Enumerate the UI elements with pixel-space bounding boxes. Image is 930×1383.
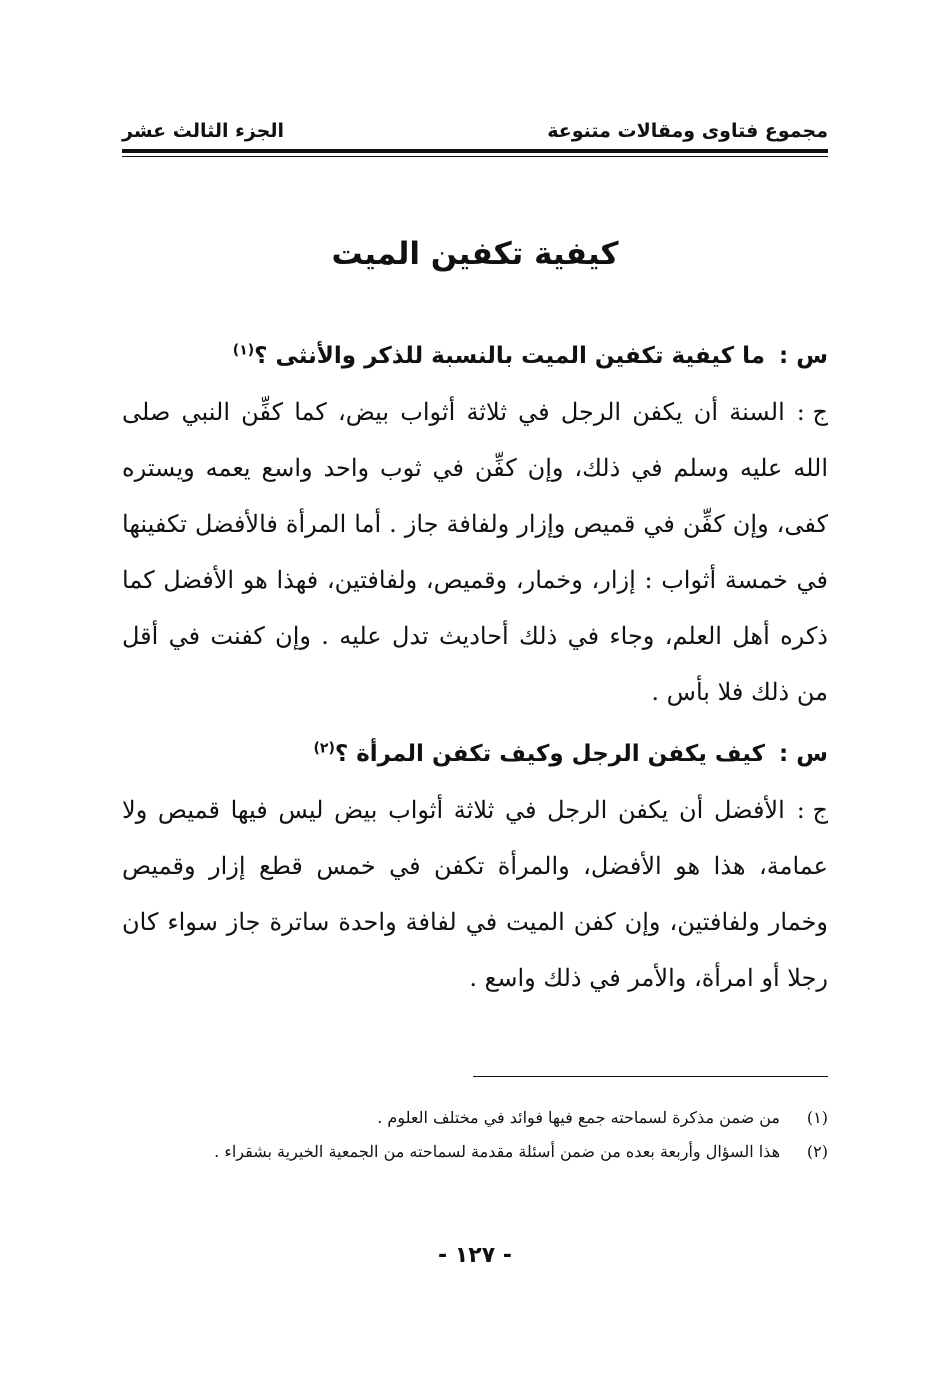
footnote-2 xyxy=(122,1135,828,1169)
book-title: مجموع فتاوى ومقالات متنوعة xyxy=(547,120,828,142)
footnote-separator xyxy=(473,1076,828,1077)
page-number: - ١٢٧ - xyxy=(438,1243,512,1268)
header-rule-thick xyxy=(122,149,828,153)
header-rule-thin xyxy=(122,156,828,157)
footnote-ref-2: (٢) xyxy=(313,740,335,757)
answer-2 xyxy=(122,782,828,1006)
footnote-text-1: من ضمن مذكرة لسماحته جمع فيها فوائد في مختلف العلوم . xyxy=(377,1108,780,1127)
answer-1 xyxy=(122,384,828,720)
answer-mark-1: ج : xyxy=(796,398,828,426)
volume-label: الجزء الثالث عشر xyxy=(122,120,285,142)
footnotes xyxy=(122,1101,828,1169)
running-header xyxy=(122,116,828,146)
chapter-title: كيفية تكفين الميت xyxy=(331,236,619,272)
footnote-ref-1: (١) xyxy=(232,342,255,359)
footnote-1 xyxy=(122,1101,828,1135)
question-mark-2: س : xyxy=(779,741,828,767)
footnote-text-2: هذا السؤال وأربعة بعده من ضمن أسئلة مقدمة لسماحته من الجمعية الخيرية بشقراء . xyxy=(214,1142,780,1161)
qa-block-2 xyxy=(122,726,828,1006)
footnote-number-2: (٢) xyxy=(806,1142,828,1161)
footnote-number-1: (١) xyxy=(806,1108,828,1127)
question-1 xyxy=(122,328,828,384)
question-text-1: ما كيفية تكفين الميت بالنسبة للذكر والأنثى ؟ xyxy=(254,343,766,369)
answer-text-2: الأفضل أن يكفن الرجل في ثلاثة أثواب بيض ليس فيها قميص ولا عمامة، هذا هو الأفضل، والمرأة تكفن في خمس قطع إزار وقميص وخمار ولفافتين، وإن كفن الميت في لفافة واحدة ساترة جاز سواء كان رجلا أو امرأة، والأمر في ذلك واسع . xyxy=(122,796,828,992)
question-2 xyxy=(122,726,828,782)
answer-mark-2: ج : xyxy=(796,796,828,824)
question-mark-1: س : xyxy=(779,343,828,369)
body-text xyxy=(122,328,828,1006)
question-text-2: كيف يكفن الرجل وكيف تكفن المرأة ؟ xyxy=(334,741,766,767)
answer-text-1: السنة أن يكفن الرجل في ثلاثة أثواب بيض، كما كفِّن النبي صلى الله عليه وسلم في ذلك، وإن كفِّن في ثوب واحد واسع يعمه ويستره كفى، وإن كفِّن في قميص وإزار ولفافة جاز . أما المرأة فالأفضل تكفينها في خمسة أثواب : إزار، وخمار، وقميص، ولفافتين، فهذا هو الأفضل كما ذكره أهل العلم، وجاء في ذلك أحاديث تدل عليه . وإن كفنت في أقل من ذلك فلا بأس . xyxy=(122,398,828,706)
qa-block-1 xyxy=(122,328,828,720)
